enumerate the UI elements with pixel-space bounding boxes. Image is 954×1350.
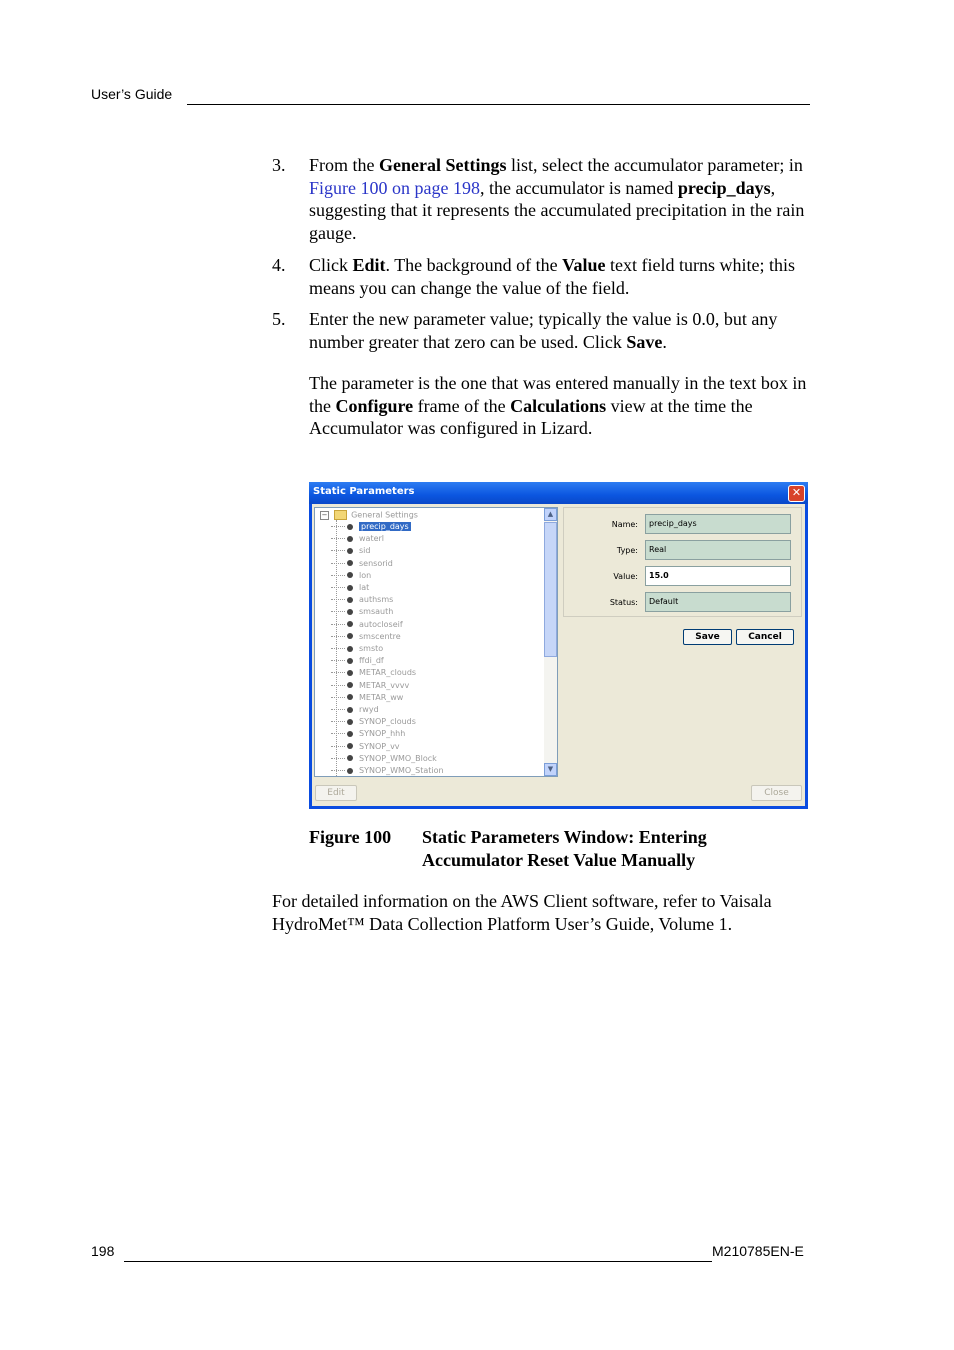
leaf-bullet-icon	[347, 609, 353, 615]
leaf-bullet-icon	[347, 560, 353, 566]
figure-label: Figure 100	[309, 827, 392, 847]
tree-item-label: rwyd	[359, 705, 379, 714]
dialog-body	[312, 504, 805, 806]
tree-item-label: METAR_vvvv	[359, 680, 410, 690]
status-label: Status:	[609, 598, 638, 607]
leaf-bullet-icon	[347, 707, 353, 713]
leaf-bullet-icon	[347, 694, 353, 700]
tree-connector	[331, 770, 345, 771]
closing-paragraph: For detailed information on the AWS Client software, refer to Vaisala HydroMet™ Data Collection Platform User’s Guide, Volume 1.	[272, 891, 772, 934]
leaf-bullet-icon	[347, 572, 353, 578]
type-field: Real	[645, 540, 791, 560]
tree-item-label: smscentre	[359, 631, 401, 641]
tree-item-label: SYNOP_WMO_Station	[359, 766, 444, 775]
tree-item[interactable]	[331, 754, 437, 766]
tree-connector	[331, 746, 345, 747]
note-paragraph: The parameter is the one that was entered manually in the text box in the Configure frame of the Calculations view at the time the Accumulator was configured in Lizard.	[309, 373, 807, 438]
tree-item-label: lon	[359, 570, 372, 580]
tree-item[interactable]	[331, 546, 370, 558]
tree-connector	[331, 538, 345, 539]
leaf-bullet-icon	[347, 755, 353, 761]
tree-connector	[331, 526, 345, 527]
tree-item[interactable]	[331, 583, 369, 595]
close-button[interactable]: Close	[751, 785, 802, 801]
tree-connector	[331, 672, 345, 673]
tree-item-label: precip_days	[361, 522, 409, 531]
leaf-bullet-icon	[347, 731, 353, 737]
edit-button[interactable]: Edit	[315, 785, 357, 801]
scroll-thumb[interactable]	[544, 522, 557, 657]
tree-connector	[331, 660, 345, 661]
document-id: M210785EN-E	[712, 1243, 804, 1259]
parameter-tree[interactable]	[314, 507, 558, 777]
tree-connector	[331, 721, 345, 722]
step-number: 5.	[272, 309, 286, 329]
leaf-bullet-icon	[347, 585, 353, 591]
step-number: 4.	[272, 255, 286, 275]
step-number: 3.	[272, 155, 286, 175]
tree-connector	[331, 636, 345, 637]
tree-item-label: smsto	[359, 644, 384, 653]
tree-item[interactable]	[331, 681, 409, 693]
leaf-bullet-icon	[347, 670, 353, 676]
tree-item-label: SYNOP_hhh	[359, 729, 406, 739]
value-label: Value:	[613, 572, 638, 581]
running-header: User’s Guide	[91, 86, 173, 102]
step-text: Enter the new parameter value; typically the value is 0.0, but any number greater that zero can be used. Click Save.	[309, 309, 778, 352]
dialog-title: Static Parameters	[313, 486, 415, 497]
tree-item-label: waterl	[359, 534, 385, 544]
value-field[interactable]: 15.0	[645, 566, 791, 586]
scroll-down-icon[interactable]: ▼	[544, 763, 557, 776]
tree-connector	[331, 587, 345, 588]
leaf-bullet-icon	[347, 536, 353, 542]
close-icon[interactable]: ✕	[788, 485, 805, 502]
leaf-bullet-icon	[347, 633, 353, 639]
tree-connector	[331, 733, 345, 734]
scroll-up-icon[interactable]: ▲	[544, 508, 557, 521]
tree-connector	[331, 648, 345, 649]
tree-item[interactable]	[331, 717, 416, 729]
tree-item[interactable]	[331, 559, 393, 571]
tree-connector	[331, 709, 345, 710]
tree-item-label: autocloseif	[359, 619, 403, 629]
status-field: Default	[645, 592, 791, 612]
footer-rule	[124, 1261, 712, 1262]
leaf-bullet-icon	[347, 658, 353, 664]
leaf-bullet-icon	[347, 524, 353, 530]
tree-connector	[331, 563, 345, 564]
tree-connector	[331, 575, 345, 576]
figure-link[interactable]: Figure 100 on page 198	[309, 177, 480, 198]
tree-item-label: SYNOP_clouds	[359, 717, 416, 727]
name-label: Name:	[611, 520, 638, 529]
tree-item-label: ffdi_df	[359, 656, 384, 666]
tree-item-label: METAR_clouds	[359, 668, 417, 678]
tree-item-label: authsms	[359, 595, 394, 605]
tree-item-label: SYNOP_vv	[359, 741, 400, 751]
tree-item[interactable]	[331, 729, 405, 741]
leaf-bullet-icon	[347, 719, 353, 725]
step-text: Click Edit. The background of the Value text field turns white; this means you can change the value of the field.	[309, 255, 795, 298]
tree-item[interactable]	[331, 607, 393, 619]
leaf-bullet-icon	[347, 621, 353, 627]
tree-item-label: lat	[359, 583, 370, 592]
tree-connector	[331, 697, 345, 698]
leaf-bullet-icon	[347, 768, 353, 774]
dialog-title-bar	[309, 482, 808, 504]
tree-item[interactable]	[331, 742, 400, 754]
tree-item-label: SYNOP_WMO_Block	[359, 753, 437, 763]
page-number: 198	[91, 1243, 115, 1259]
tree-item[interactable]	[331, 705, 379, 717]
tree-connector	[331, 611, 345, 612]
tree-item[interactable]	[331, 766, 444, 777]
static-parameters-dialog	[309, 482, 808, 809]
tree-item[interactable]	[331, 571, 371, 583]
tree-item[interactable]	[331, 656, 384, 668]
leaf-bullet-icon	[347, 597, 353, 603]
tree-item-label: METAR_ww	[359, 692, 404, 702]
leaf-bullet-icon	[347, 548, 353, 554]
step-text: From the General Settings list, select the accumulator parameter; in Figure 100 on page 198, the accumulator is named precip_days, suggesting that it represents the accumulated precipitation in the rain gauge.	[309, 155, 805, 243]
leaf-bullet-icon	[347, 646, 353, 652]
name-field: precip_days	[645, 514, 791, 534]
header-rule	[187, 104, 810, 105]
tree-item-label: smsauth	[359, 607, 394, 617]
tree-connector	[331, 624, 345, 625]
tree-connector	[331, 758, 345, 759]
tree-root-label: General Settings	[351, 510, 418, 520]
tree-connector	[331, 599, 345, 600]
parameter-details	[563, 507, 802, 617]
leaf-bullet-icon	[347, 682, 353, 688]
tree-connector	[331, 685, 345, 686]
folder-icon	[334, 510, 347, 520]
leaf-bullet-icon	[347, 743, 353, 749]
tree-item[interactable]	[331, 534, 384, 546]
tree-item[interactable]	[331, 522, 411, 534]
tree-item-label: sensorid	[359, 558, 393, 568]
cancel-button[interactable]: Cancel	[736, 629, 794, 645]
tree-root[interactable]	[320, 510, 418, 520]
tree-item[interactable]	[331, 668, 416, 680]
tree-item[interactable]	[331, 693, 403, 705]
type-label: Type:	[616, 546, 638, 555]
tree-item[interactable]	[331, 632, 401, 644]
tree-item[interactable]	[331, 595, 393, 607]
save-button[interactable]: Save	[683, 629, 732, 645]
tree-item[interactable]	[331, 620, 403, 632]
tree-item[interactable]	[331, 644, 383, 656]
figure-title: Static Parameters Window: Entering Accumulator Reset Value Manually	[422, 827, 707, 870]
figure-caption	[309, 826, 707, 870]
tree-connector	[331, 550, 345, 551]
tree-scrollbar[interactable]	[544, 508, 557, 776]
collapse-icon[interactable]: −	[321, 510, 328, 519]
tree-item-label: sid	[359, 546, 371, 556]
